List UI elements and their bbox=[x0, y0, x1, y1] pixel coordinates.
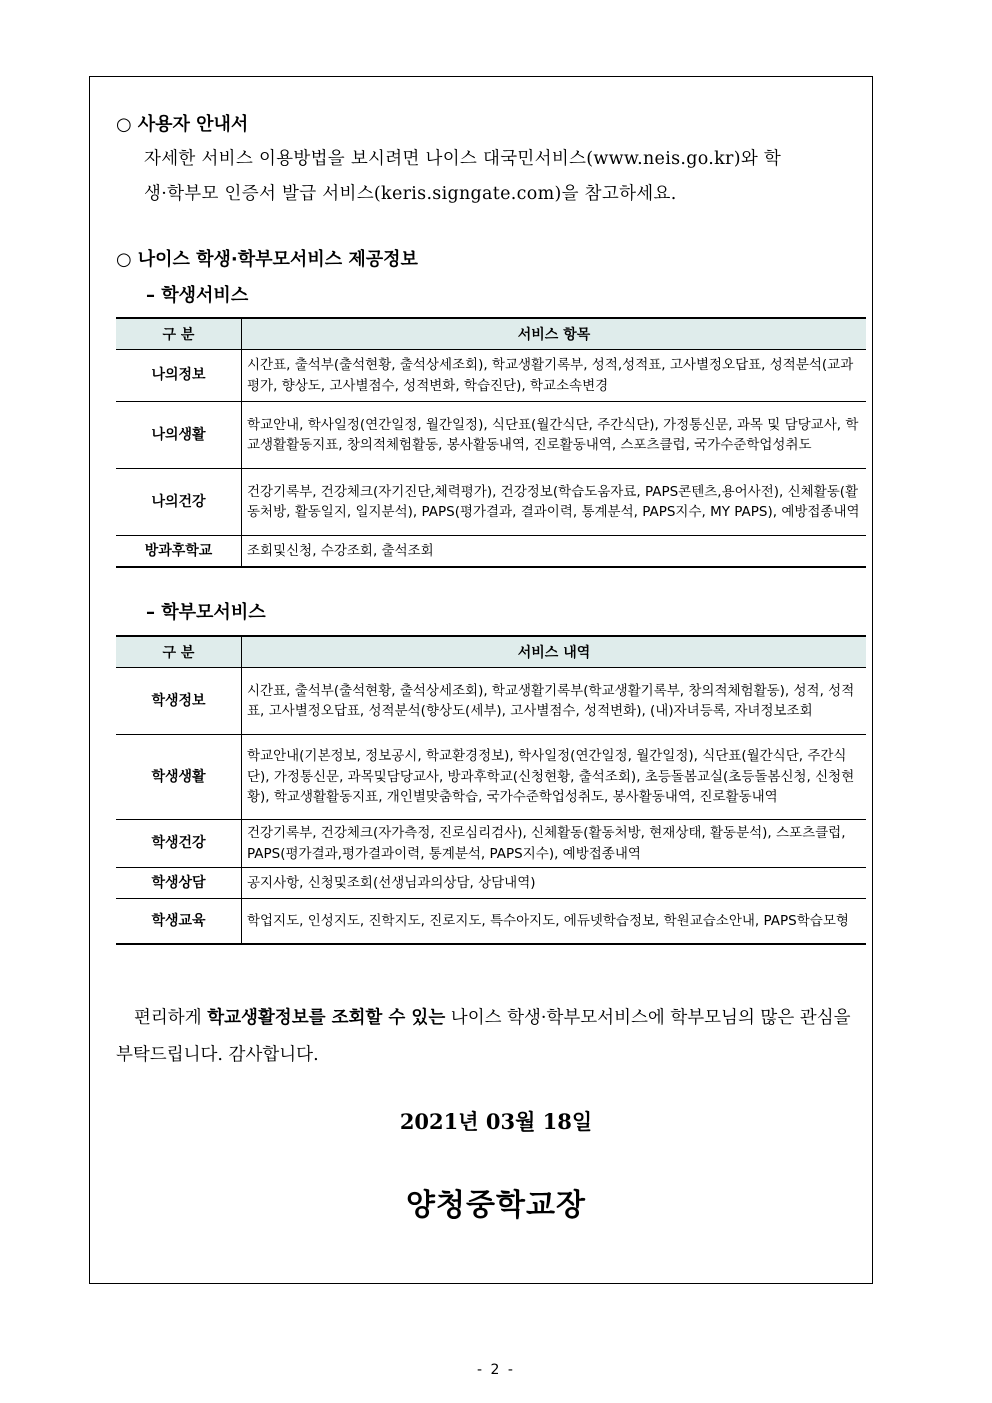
row-items: 공지사항, 신청및조회(선생님과의상담, 상담내역) bbox=[242, 868, 867, 899]
header-items: 서비스 항목 bbox=[242, 318, 867, 350]
table-row bbox=[116, 469, 866, 536]
guide-line-1: 자세한 서비스 이용방법을 보시려면 나이스 대국민서비스(www.neis.go.kr)와 학 bbox=[144, 149, 782, 169]
row-items: 학교안내, 학사일정(연간일정, 월간일정), 식단표(월간식단, 주간식단), 가정통신문, 과목 및 담당교사, 학교생활활동지표, 창의적체험활동, 봉사활동내역, 진로활동내역, 스포츠클럽, 국가수준학업성취도 bbox=[242, 402, 867, 469]
row-category: 나의정보 bbox=[116, 350, 242, 402]
row-category: 나의생활 bbox=[116, 402, 242, 469]
table-row bbox=[116, 402, 866, 469]
header-category: 구 분 bbox=[116, 318, 242, 350]
closing-emphasis: 학교생활정보를 조회할 수 있는 bbox=[207, 1008, 446, 1028]
parent-service-table bbox=[116, 635, 866, 945]
row-items: 건강기록부, 건강체크(자가측정, 진로심리검사), 신체활동(활동처방, 현재상태, 활동분석), 스포츠클럽, PAPS(평가결과,평가결과이력, 통계분석, PAPS지수), 예방접종내역 bbox=[242, 820, 867, 868]
row-items: 건강기록부, 건강체크(자기진단,체력평가), 건강정보(학습도움자료, PAPS콘텐츠,용어사전), 신체활동(활동처방, 활동일지, 일지분석), PAPS(평가결과, 결과이력, 통계분석, PAPS지수, MY PAPS), 예방접종내역 bbox=[242, 469, 867, 536]
row-items: 조회및신청, 수강조회, 출석조회 bbox=[242, 536, 867, 568]
student-service-table bbox=[116, 317, 866, 568]
table-header-row bbox=[116, 636, 866, 668]
row-category: 방과후학교 bbox=[116, 536, 242, 568]
closing-paragraph: 편리하게 학교생활정보를 조회할 수 있는 나이스 학생·학부모서비스에 학부모님의 많은 관심을 부탁드립니다. 감사합니다. bbox=[116, 1008, 851, 1065]
row-category: 학생교육 bbox=[116, 899, 242, 945]
row-items: 학업지도, 인성지도, 진학지도, 진로지도, 특수아지도, 에듀넷학습정보, 학원교습소안내, PAPS학습모형 bbox=[242, 899, 867, 945]
table-row bbox=[116, 668, 866, 735]
info-heading: ○ 나이스 학생·학부모서비스 제공정보 bbox=[116, 249, 418, 270]
student-service-heading: – 학생서비스 bbox=[146, 285, 249, 306]
row-category: 나의건강 bbox=[116, 469, 242, 536]
row-category: 학생상담 bbox=[116, 868, 242, 899]
guide-heading: ○ 사용자 안내서 bbox=[116, 114, 249, 135]
header-category: 구 분 bbox=[116, 636, 242, 668]
page-number: - 2 - bbox=[477, 1362, 515, 1378]
row-items: 학교안내(기본정보, 정보공시, 학교환경정보), 학사일정(연간일정, 월간일정), 식단표(월간식단, 주간식단), 가정통신문, 과목및담당교사, 방과후학교(신청현황, 출석조회), 초등돌봄교실(초등돌봄신청, 신청현황), 학교생활활동지표, 개인별맞춤학습, 국가수준학업성취도, 봉사활동내역, 진로활동내역 bbox=[242, 735, 867, 820]
table-row bbox=[116, 735, 866, 820]
table-header-row bbox=[116, 318, 866, 350]
row-items: 시간표, 출석부(출석현황, 출석상세조회), 학교생활기록부, 성적,성적표, 고사별정오답표, 성적분석(교과평가, 향상도, 고사별점수, 성적변화, 학습진단), 학교소속변경 bbox=[242, 350, 867, 402]
table-row bbox=[116, 350, 866, 402]
row-category: 학생건강 bbox=[116, 820, 242, 868]
row-category: 학생생활 bbox=[116, 735, 242, 820]
table-row bbox=[116, 536, 866, 568]
row-category: 학생정보 bbox=[116, 668, 242, 735]
table-row bbox=[116, 820, 866, 868]
header-items: 서비스 내역 bbox=[242, 636, 867, 668]
row-items: 시간표, 출석부(출석현황, 출석상세조회), 학교생활기록부(학교생활기록부, 창의적체험활동), 성적, 성적표, 고사별정오답표, 성적분석(향상도(세부), 고사별점수, 성적변화), (내)자녀등록, 자녀정보조회 bbox=[242, 668, 867, 735]
bullet-circle-icon: ○ bbox=[116, 114, 132, 135]
guide-line-2: 생·학부모 인증서 발급 서비스(keris.signgate.com)을 참고하세요. bbox=[144, 184, 677, 204]
document-date: 2021년 03월 18일 bbox=[399, 1109, 593, 1134]
parent-service-heading: – 학부모서비스 bbox=[146, 602, 266, 623]
signer-name: 양청중학교장 bbox=[406, 1188, 586, 1223]
bullet-circle-icon: ○ bbox=[116, 249, 132, 270]
table-row bbox=[116, 868, 866, 899]
table-row bbox=[116, 899, 866, 945]
